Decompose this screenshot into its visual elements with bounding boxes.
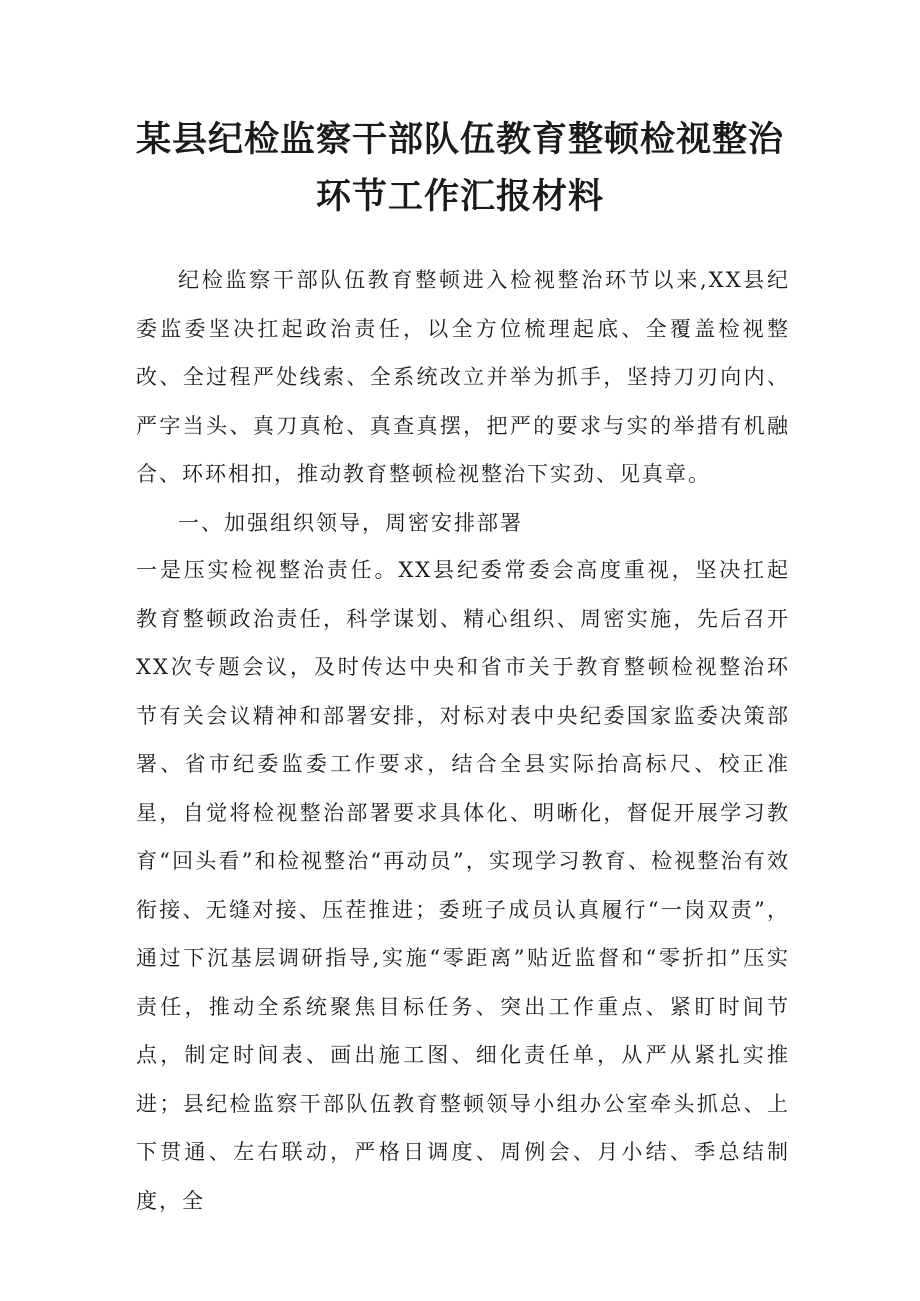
section-heading: 一、加强组织领导，周密安排部署 — [178, 511, 523, 535]
document-title-line-1: 某县纪检监察干部队伍教育整顿检视整治 — [135, 120, 784, 160]
document-title-line-2: 环节工作汇报材料 — [315, 177, 604, 217]
body-paragraph: 一是压实检视整治责任。XX县纪委常委会高度重视，坚决扛起教育整顿政治责任，科学谋划、精心组织、周密实施，先后召开XX次专题会议，及时传达中央和省市关于教育整顿检视整治环节有关会议精神和部署安排，对标对表中央纪委国家监委决策部署、省市纪委监委工作要求，结合全县实际抬高标尺、校正准星，自觉将检视整治部署要求具体化、明晰化，督促开展学习教育“回头看”和检视整治“再动员”，实现学习教育、检视整治有效衔接、无缝对接、压茬推进；委班子成员认真履行“一岗双责”，通过下沉基层调研指导,实施“零距离”贴近监督和“零折扣”压实责任，推动全系统聚焦目标任务、突出工作重点、紧盯时间节点，制定时间表、画出施工图、细化责任单，从严从紧扎实推进；县纪检监察干部队伍教育整顿领导小组办公室牵头抓总、上下贯通、左右联动，严格日调度、周例会、月小结、季总结制度，全 — [136, 558, 790, 1213]
intro-paragraph: 纪检监察干部队伍教育整顿进入检视整治环节以来,XX县纪委监委坚决扛起政治责任，以全方位梳理起底、全覆盖检视整改、全过程严处线索、全系统改立并举为抓手，坚持刀刃向内、严字当头、真刀真枪、真查真摆，把严的要求与实的举措有机融合、环环相扣，推动教育整顿检视整治下实劲、见真章。 — [136, 268, 790, 486]
